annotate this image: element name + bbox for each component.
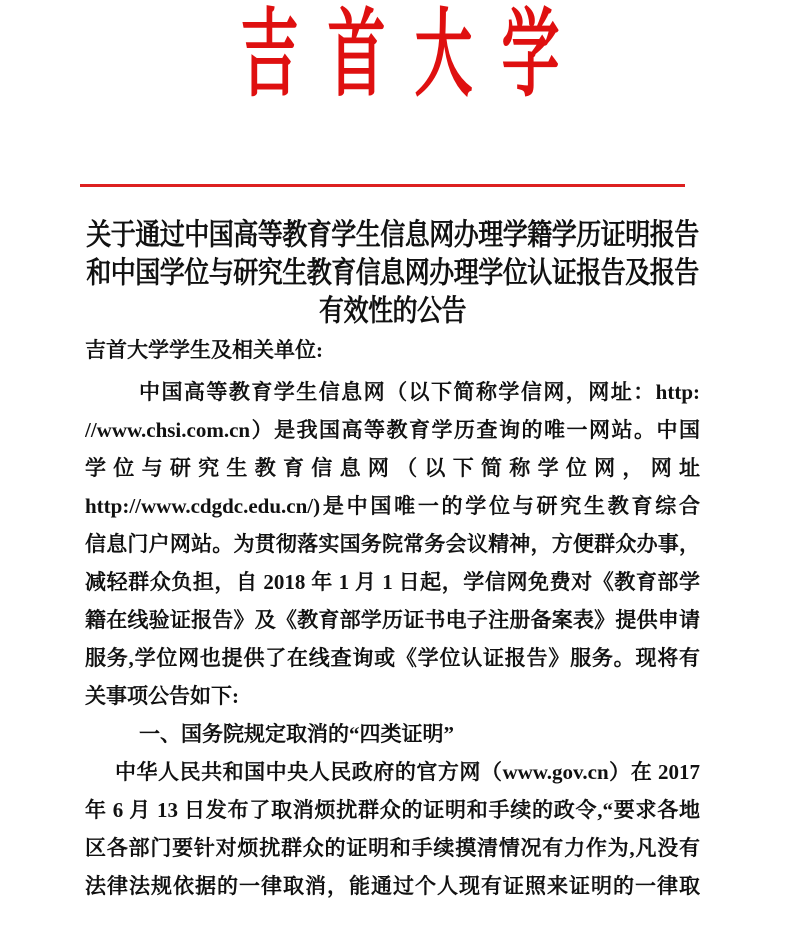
body-line: 服务,学位网也提供了在线查询或《学位认证报告》服务。现将有 (85, 646, 700, 670)
announcement-title-line-2: 和中国学位与研究生教育信息网办理学位认证报告及报告 (86, 257, 699, 290)
body-line: http://www.cdgdc.edu.cn/)是中国唯一的学位与研究生教育综合 (85, 494, 700, 518)
letterhead-title: 吉首大学 (240, 1, 589, 109)
body-line: 籍在线验证报告》及《教育部学历证书电子注册备案表》提供申请 (85, 608, 700, 632)
body-section-heading: 一、国务院规定取消的“四类证明” (139, 722, 454, 746)
announcement-title-line-3: 有效性的公告 (318, 295, 466, 328)
salutation: 吉首大学学生及相关单位: (85, 338, 323, 362)
letterhead-divider (80, 184, 685, 187)
body-line: 区各部门要针对烦扰群众的证明和手续摸清情况有力作为,凡没有 (85, 836, 700, 860)
announcement-title-line-1: 关于通过中国高等教育学生信息网办理学籍学历证明报告 (86, 219, 699, 252)
body-line: 年 6 月 13 日发布了取消烦扰群众的证明和手续的政令,“要求各地 (85, 798, 700, 822)
body-line: 中华人民共和国中央人民政府的官方网（www.gov.cn）在 2017 (115, 760, 700, 784)
body-line: 信息门户网站。为贯彻落实国务院常务会议精神，方便群众办事， (85, 532, 700, 556)
body-line: 减轻群众负担，自 2018 年 1 月 1 日起，学信网免费对《教育部学 (85, 570, 700, 594)
announcement-body (85, 373, 700, 905)
body-line: 中国高等教育学生信息网（以下简称学信网，网址：http: (139, 380, 700, 404)
body-line: 关事项公告如下: (85, 684, 239, 708)
body-line: 学位与研究生教育信息网（以下简称学位网，网址 (85, 456, 700, 480)
body-line: //www.chsi.com.cn）是我国高等教育学历查询的唯一网站。中国 (85, 418, 700, 442)
body-line: 法律法规依据的一律取消，能通过个人现有证照来证明的一律取 (85, 874, 700, 898)
announcement-title (85, 217, 700, 331)
